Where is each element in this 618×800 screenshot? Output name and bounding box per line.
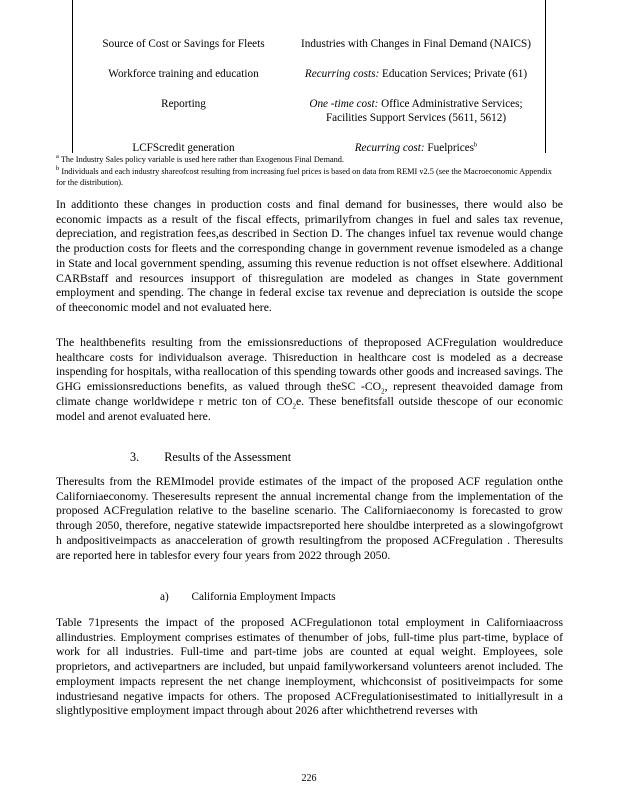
workforce-industry-text: Education Services; Private (61) <box>381 68 528 80</box>
page-number: 226 <box>301 773 317 784</box>
section-heading <box>130 450 291 465</box>
footnote-b-text: Individuals and each industry shareofcost resulting from increasing fuel prices is based on data from REMI v2.5 (see the Macroeconomic Appendix for the distribution). <box>56 167 552 187</box>
table-header-source: Source of Cost or Savings for Fleets <box>102 38 265 50</box>
table-row-workforce-industry <box>296 67 536 81</box>
reporting-industry-text: Office Administrative Services; Facilities Support Services (5611, 5612) <box>325 98 523 124</box>
footnote-b <box>56 167 556 188</box>
paragraph-health-benefits <box>56 336 563 424</box>
co2-subscript-1: 2 <box>381 387 385 396</box>
footnote-a-marker: a <box>56 153 59 161</box>
footnote-a-text: The Industry Sales policy variable is used here rather than Exogenous Final Demand. <box>60 155 344 164</box>
health-benefits-text-1: The healthbenefits resulting from the emissionsreductions of theproposed ACFregulation wouldreduce healthcare costs for individualson average. Thisreduction in healthcare cost is modeled as a decrease inspending for hospitals, witha reallocation of this spending towards other goods and increased savings. The GHG emissionsreductions benefits, as valued through theSC -CO <box>56 336 563 394</box>
lcfs-industry-text: Fuelprices <box>427 142 475 154</box>
section-title: Results of the Assessment <box>164 450 292 464</box>
paragraph-results-intro: Theresults from the REMImodel provide estimates of the impact of the proposed ACF regulation onthe Californiaeconomy. Theseresults represent the annual incremental change from the implementation of the proposed ACFregulation relative to the baseline scenario. The Californiaeconomy is forecasted to grow through 2050, therefore, negative statewide impactsreported here shouldbe interpreted as a slowingofgrowt h andpositiveimpacts as anacceleration of growth resultingfrom the proposed ACFregulation . Theresults are reported here in tablesfor every four years from 2022 through 2050. <box>56 475 563 562</box>
footnote-b-ref: b <box>474 141 478 149</box>
subsection-title: California Employment Impacts <box>191 591 336 603</box>
co2-subscript-2: 2 <box>292 402 296 411</box>
table-row-reporting-source: Reporting <box>161 98 206 110</box>
one-time-cost-label: One -time cost: <box>309 98 379 110</box>
recurring-costs-label: Recurring costs: <box>304 68 380 80</box>
section-number: 3. <box>130 450 140 464</box>
health-benefits-text-2: , represent theavoided damage from climate change worldwidepe r metric ton of CO <box>56 380 563 408</box>
table-left-border <box>72 0 73 153</box>
subsection-heading <box>160 591 336 603</box>
paragraph-fiscal-effects: In additionto these changes in production costs and final demand for businesses, there would also be economic impacts as a result of the fiscal effects, primarilyfrom changes in fuel and sales tax revenue, depreciation, and registration fees,as described in Section D. The changes infuel tax revenue would change the production costs for fleets and the corresponding change in government revenue ismodeled as a change in State and local government spending, assuming this revenue reduction is not offset elsewhere. Additional CARBstaff and resources insupport of thisregulation are modeled as changes in State government employment and spending. The change in federal excise tax revenue and depreciation is outside the scope of theeconomic model and not evaluated here. <box>56 198 563 314</box>
footnote-b-marker: b <box>56 165 60 173</box>
table-row-reporting-industry <box>296 97 536 125</box>
table-row-lcfs-industry <box>296 141 536 155</box>
table-row-lcfs-source: LCFScredit generation <box>132 142 235 154</box>
footnote-a <box>56 155 556 166</box>
table-header-industry: Industries with Changes in Final Demand (NAICS) <box>301 38 531 50</box>
subsection-letter: a) <box>160 591 169 603</box>
health-benefits-text-3: e. These benefitsfall outside thescope of our economic model and arenot evaluated here. <box>56 394 563 423</box>
table-right-border <box>545 0 546 153</box>
table-row-workforce-source: Workforce training and education <box>108 68 259 80</box>
recurring-cost-label: Recurring cost: <box>354 142 425 154</box>
paragraph-employment: Table 71presents the impact of the proposed ACFregulationon total employment in Californiaacross allindustries. Employment comprises estimates of thenumber of jobs, full-time plus part-time, byplace of work for all industries. Full-time and part-time jobs are counted at equal weight. Employees, sole proprietors, and activepartners are included, but unpaid familyworkersand volunteers arenot included. The employment impacts represent the net change inemployment, whichconsist of positiveimpacts for some industriesand negative impacts for others. The proposed ACFregulationisestimated to initiallyresult in a slightlypositive employment impact through about 2026 after whichthetrend reverses with <box>56 616 563 718</box>
